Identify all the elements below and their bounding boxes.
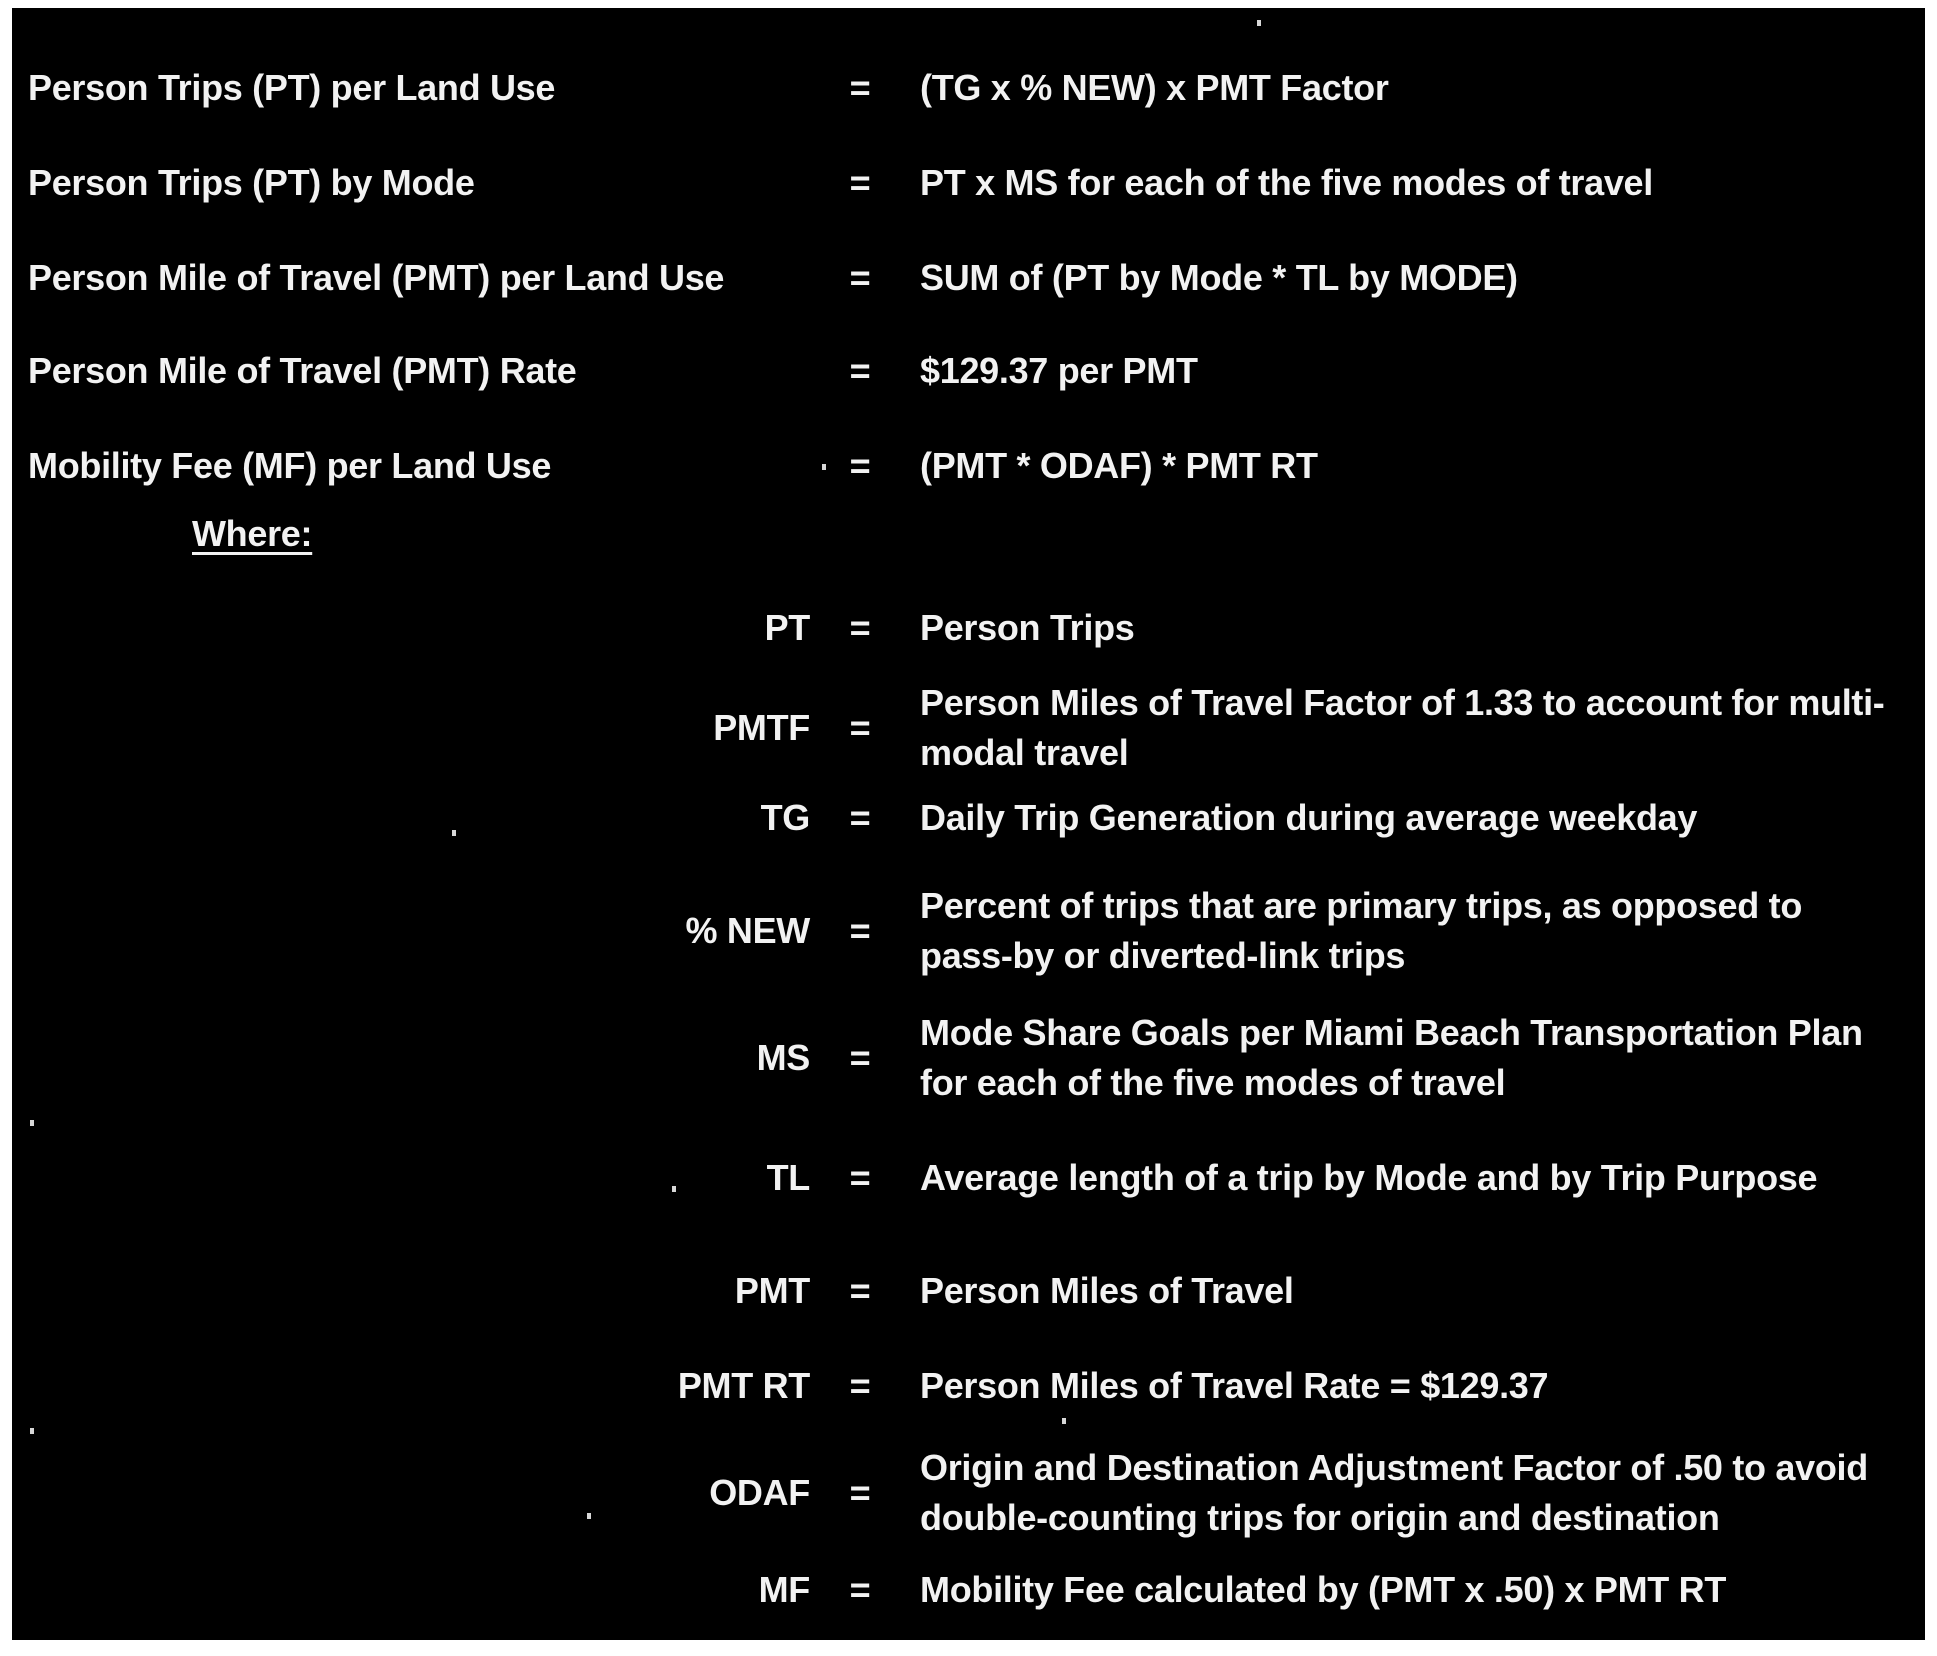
equals-sign: = [849, 67, 871, 108]
formula-label: Person Trips (PT) by Mode [28, 162, 475, 203]
formula-expression: $129.37 per PMT [920, 350, 1198, 391]
scan-speck [1257, 20, 1261, 26]
definition-meaning: Mobility Fee calculated by (PMT x .50) x PMT RT [920, 1569, 1727, 1610]
formula-label: Person Mile of Travel (PMT) Rate [28, 350, 577, 391]
definition-meaning: Person Miles of Travel Factor of 1.33 to account for multi-modal travel [920, 682, 1885, 773]
definition-term: PMT RT [677, 1365, 810, 1406]
scan-speck [1062, 1418, 1066, 1424]
equals-sign: = [849, 607, 871, 648]
definition-row [12, 1008, 1925, 1108]
scan-speck [672, 1186, 676, 1192]
definition-meaning: Mode Share Goals per Miami Beach Transportation Plan for each of the five modes of travel [920, 1012, 1863, 1103]
definition-term: PMT [734, 1270, 810, 1311]
definition-term: PT [764, 607, 810, 648]
definition-term: ODAF [709, 1472, 810, 1513]
formula-row [12, 436, 1925, 496]
definition-term: PMTF [713, 707, 810, 748]
formula-expression: (TG x % NEW) x PMT Factor [920, 67, 1389, 108]
definition-term: TG [760, 797, 810, 838]
formula-expression: (PMT * ODAF) * PMT RT [920, 445, 1318, 486]
where-heading: Where: [192, 513, 313, 554]
definition-row [12, 678, 1925, 778]
definition-row [12, 1560, 1925, 1620]
equals-sign: = [849, 1037, 871, 1078]
equals-sign: = [849, 1365, 871, 1406]
scan-speck [30, 1428, 34, 1434]
definition-row [12, 881, 1925, 981]
definition-term: MF [758, 1569, 810, 1610]
formula-panel [12, 8, 1925, 1640]
formula-row [12, 58, 1925, 118]
definition-term: MS [756, 1037, 810, 1078]
definition-meaning: Average length of a trip by Mode and by Trip Purpose [920, 1157, 1818, 1198]
definition-meaning: Person Miles of Travel [920, 1270, 1294, 1311]
equals-sign: = [849, 910, 871, 951]
equals-sign: = [849, 707, 871, 748]
equals-sign: = [849, 257, 871, 298]
scan-speck [587, 1513, 591, 1519]
equals-sign: = [849, 1472, 871, 1513]
definition-row [12, 598, 1925, 658]
formula-label: Person Trips (PT) per Land Use [28, 67, 556, 108]
formula-expression: SUM of (PT by Mode * TL by MODE) [920, 257, 1518, 298]
equals-sign: = [849, 445, 871, 486]
equals-sign: = [849, 1569, 871, 1610]
definition-meaning: Origin and Destination Adjustment Factor of .50 to avoid double-counting trips for origin and destination [920, 1447, 1868, 1538]
formula-expression: PT x MS for each of the five modes of travel [920, 162, 1653, 203]
formula-label: Mobility Fee (MF) per Land Use [28, 445, 552, 486]
definition-term: % NEW [685, 910, 810, 951]
equals-sign: = [849, 1157, 871, 1198]
definition-meaning: Person Miles of Travel Rate = $129.37 [920, 1365, 1549, 1406]
definition-row [12, 1443, 1925, 1543]
definition-row [12, 1148, 1925, 1208]
equals-sign: = [849, 797, 871, 838]
formula-row [12, 248, 1925, 308]
definition-row [12, 788, 1925, 848]
definition-term: TL [766, 1157, 810, 1198]
scan-speck [452, 830, 456, 836]
equals-sign: = [849, 350, 871, 391]
equals-sign: = [849, 1270, 871, 1311]
formula-row [12, 153, 1925, 213]
definition-meaning: Percent of trips that are primary trips, as opposed to pass-by or diverted-link trips [920, 885, 1803, 976]
definition-row [12, 1356, 1925, 1416]
formula-row [12, 341, 1925, 401]
definition-row [12, 1261, 1925, 1321]
equals-sign: = [849, 162, 871, 203]
formula-label: Person Mile of Travel (PMT) per Land Use [28, 257, 725, 298]
scan-speck [30, 1120, 34, 1126]
definition-meaning: Daily Trip Generation during average weekday [920, 797, 1698, 838]
scan-speck [822, 464, 826, 470]
definition-meaning: Person Trips [920, 607, 1135, 648]
